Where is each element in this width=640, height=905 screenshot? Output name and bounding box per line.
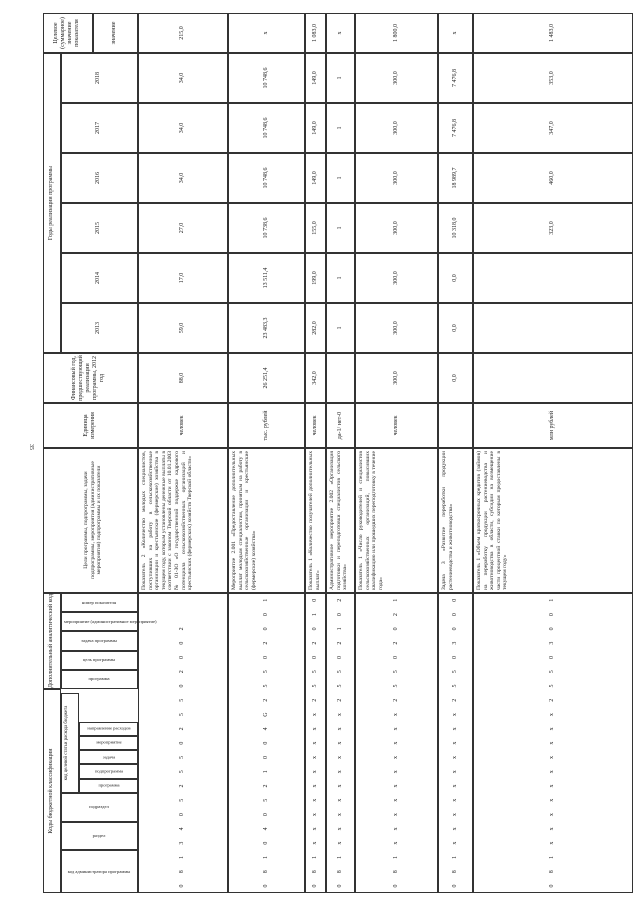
row-year-value: 300,0	[392, 121, 399, 135]
row-fin: 26 251,4	[262, 367, 269, 389]
code-digit: x	[336, 784, 343, 788]
code-digit: x	[311, 841, 318, 845]
code-digit: 0	[179, 813, 185, 817]
row-year-value: 300,0	[392, 71, 399, 85]
code-digit: x	[549, 741, 555, 745]
row-year-value: 149,0	[311, 71, 318, 85]
header-target-part-label: подпрограмма	[94, 768, 124, 774]
row-year-value: 300,0	[392, 321, 399, 335]
row-year-value: 353,0	[549, 71, 555, 85]
row-fin: 88,0	[179, 372, 185, 384]
header-year-label: 2014	[95, 272, 101, 284]
code-digit: 1	[392, 855, 399, 859]
code-digit: 0	[336, 655, 343, 659]
header-budget-class-label: Коды бюджетной классификации	[48, 748, 54, 834]
code-digit: x	[549, 713, 555, 717]
code-digit: 8	[179, 870, 185, 874]
code-digit: 4	[262, 827, 269, 831]
code-digit: 2	[179, 627, 185, 631]
header-add-part-label: цель программы	[82, 657, 116, 663]
code-digit: 2	[549, 698, 555, 702]
header-add-part-label: мероприятие (административное мероприятие)	[64, 618, 157, 624]
code-digit: x	[451, 841, 458, 845]
row-fin: 342,0	[311, 371, 318, 385]
code-digit: 0	[179, 884, 185, 888]
row-year-value: 10 748,6	[262, 67, 269, 89]
row-fin: 300,0	[392, 371, 399, 385]
header-year-label: 2016	[95, 172, 101, 184]
row-year-value: 282,0	[311, 321, 318, 335]
row-target: 1 800,0	[392, 24, 399, 42]
code-digit: x	[392, 784, 399, 788]
row-goal-text: Показатель 1 «Число руководителей и специалистов сельскохозяйственных организаций, повысивших квалификацию или прошедших переподготовку в течение года»	[358, 451, 384, 590]
code-digit: 2	[392, 698, 399, 702]
code-digit: 5	[262, 670, 269, 674]
row-target: х	[262, 31, 269, 35]
code-digit: 2	[336, 698, 343, 702]
code-digit: 2	[392, 613, 399, 617]
row-fin	[337, 353, 345, 403]
code-digit: 3	[549, 641, 555, 645]
code-digit: x	[451, 741, 458, 745]
code-digit: x	[549, 727, 555, 731]
code-digit: x	[336, 813, 343, 817]
code-digit: x	[549, 755, 555, 759]
row-year-value: 23 483,3	[262, 317, 269, 339]
header-value-label: значение	[111, 21, 117, 45]
row-fin: 0,0	[451, 374, 458, 382]
code-digit: x	[451, 813, 458, 817]
code-digit: 5	[311, 684, 318, 688]
code-digit: 0	[451, 655, 458, 659]
code-digit: 1	[262, 855, 269, 859]
row-year-value: 300,0	[392, 171, 399, 185]
code-digit: 5	[549, 670, 555, 674]
code-digit: x	[311, 827, 318, 831]
code-digit: 5	[336, 670, 343, 674]
code-digit: 8	[392, 870, 399, 874]
row-year-value: 18 989,7	[451, 167, 458, 189]
code-digit: 0	[179, 741, 185, 745]
code-digit: x	[392, 841, 399, 845]
code-digit: x	[549, 798, 555, 802]
code-digit: 0	[179, 684, 185, 688]
row-year-value: 13 511,4	[262, 267, 269, 289]
code-digit: 0	[451, 627, 458, 631]
code-digit: x	[392, 770, 399, 774]
code-digit: 2	[262, 641, 269, 645]
row-year-value: 1	[336, 126, 343, 130]
code-digit: x	[311, 770, 318, 774]
code-digit: 1	[262, 598, 269, 602]
row-target: х	[451, 31, 458, 35]
code-digit: 2	[179, 727, 185, 731]
code-digit: 0	[262, 884, 269, 888]
code-digit: x	[451, 727, 458, 731]
row-year-value: 34,0	[179, 172, 185, 184]
code-digit: 5	[179, 713, 185, 717]
row-target: 1 483,0	[549, 24, 555, 42]
row-year-value: 199,0	[311, 271, 318, 285]
row-unit: человек	[179, 415, 185, 436]
code-digit: x	[392, 813, 399, 817]
code-digit: 5	[451, 684, 458, 688]
code-digit: x	[336, 727, 343, 731]
row-year-value: 34,0	[179, 72, 185, 84]
code-digit: x	[336, 741, 343, 745]
code-digit: 5	[451, 670, 458, 674]
code-digit: 1	[311, 855, 318, 859]
row-unit	[452, 404, 460, 447]
header-razdel-label: раздел	[92, 832, 106, 838]
code-digit: x	[392, 827, 399, 831]
row-target: х	[336, 31, 343, 35]
row-year-value	[549, 303, 557, 353]
code-digit: 0	[311, 598, 318, 602]
row-unit: человек	[392, 415, 399, 436]
code-digit: 0	[549, 884, 555, 888]
code-digit: 0	[311, 655, 318, 659]
code-digit: 2	[179, 784, 185, 788]
code-digit: 1	[549, 855, 555, 859]
row-target: 1 083,0	[311, 24, 318, 42]
code-digit: 0	[311, 884, 318, 888]
code-digit: 5	[179, 755, 185, 759]
header-unit-label: Единица измерения	[83, 412, 96, 439]
code-digit: 1	[549, 598, 555, 602]
row-year-value: 149,0	[311, 121, 318, 135]
code-digit: 0	[179, 655, 185, 659]
row-unit: тыс. рублей	[262, 410, 269, 441]
code-digit: 4	[262, 727, 269, 731]
row-year-value: 0,0	[451, 274, 458, 282]
header-podrazdel-label: подраздел	[89, 804, 109, 810]
code-digit: 2	[392, 641, 399, 645]
row-year-value: 59,0	[179, 322, 185, 334]
code-digit: 5	[262, 684, 269, 688]
row-year-value: 300,0	[392, 271, 399, 285]
header-years-group-label: Годы реализации программы	[48, 165, 54, 241]
row-year-value: 323,0	[549, 221, 555, 235]
header-fin-year-label: Финансовый год, предшествующий реализации программы, 2012 год	[71, 355, 105, 401]
row-unit: да-1/ нет-0	[336, 411, 343, 440]
code-digit: 8	[262, 870, 269, 874]
header-add-code-label: Дополнительный аналитический код	[48, 593, 54, 689]
row-year-value: 7 476,8	[451, 119, 458, 137]
code-digit: x	[451, 784, 458, 788]
code-digit: 0	[262, 655, 269, 659]
row-goal-text: Показатель 1 «Объем краткосрочных кредитов (займов) на переработку продукции растениеводства и животноводства в области, субсидии на возмещение части процентной ставки по которым предоставлены в текущем году»	[476, 451, 509, 590]
code-digit: x	[336, 713, 343, 717]
row-year-value: 1	[336, 226, 343, 230]
code-digit: x	[392, 727, 399, 731]
code-digit: 1	[179, 855, 185, 859]
row-year-value: 7 476,8	[451, 69, 458, 87]
row-year-value: 300,0	[392, 221, 399, 235]
code-digit: x	[311, 741, 318, 745]
code-digit: x	[336, 841, 343, 845]
code-digit: 5	[179, 798, 185, 802]
header-add-part-label: задача программы	[81, 638, 117, 643]
code-digit: 0	[262, 741, 269, 745]
code-digit: 2	[451, 698, 458, 702]
code-digit: 5	[336, 684, 343, 688]
code-digit: 2	[311, 641, 318, 645]
code-digit: 3	[179, 841, 185, 845]
code-digit: 0	[451, 884, 458, 888]
code-digit: x	[336, 798, 343, 802]
code-digit: x	[451, 798, 458, 802]
code-digit: 8	[311, 870, 318, 874]
code-digit: 2	[179, 670, 185, 674]
code-digit: 5	[392, 670, 399, 674]
code-digit: 0	[549, 627, 555, 631]
code-digit: 8	[549, 870, 555, 874]
code-digit: 0	[549, 655, 555, 659]
code-digit: 5	[549, 684, 555, 688]
page-number: 35	[28, 444, 34, 450]
header-target-code-label: код целевой статьи расхода бюджета	[64, 705, 69, 781]
code-digit: 0	[336, 613, 343, 617]
code-digit: 0	[336, 884, 343, 888]
code-digit: 5	[311, 670, 318, 674]
header-year-label: 2013	[95, 322, 101, 334]
code-digit: x	[392, 755, 399, 759]
code-digit: 4	[179, 827, 185, 831]
row-year-value: 17,0	[179, 272, 185, 284]
code-digit: x	[392, 741, 399, 745]
row-target: 215,0	[179, 26, 185, 40]
code-digit: 0	[392, 655, 399, 659]
code-digit: 5	[392, 684, 399, 688]
row-unit: человек	[311, 415, 318, 436]
code-digit: G	[262, 712, 269, 717]
code-digit: x	[451, 770, 458, 774]
header-admin-code-label: код администратора программы	[67, 868, 131, 874]
code-digit: 2	[336, 598, 343, 602]
code-digit: x	[451, 755, 458, 759]
row-fin	[549, 353, 557, 403]
header-year-label: 2015	[95, 222, 101, 234]
row-year-value: 1	[336, 276, 343, 280]
code-digit: 1	[336, 855, 343, 859]
code-digit: x	[336, 827, 343, 831]
code-digit: x	[392, 713, 399, 717]
code-digit: x	[549, 841, 555, 845]
header-target-part-label: программа	[98, 782, 120, 788]
row-goal-text: Мероприятие 2.001 «Предоставление дополнительных выплат молодым специалистам, принятым на работу в сельскохозяйственные организации и крестьянские (фермерские) хозяйства»	[231, 451, 257, 590]
row-year-value: 460,0	[549, 171, 555, 185]
header-target-label: Целевое (суммарное) значение показателя	[53, 17, 80, 49]
header-goal-label: Цели программы, подпрограммы, задачи подпрограммы, мероприятия (административные мероприятия) подпрограммы и их показатели	[83, 461, 103, 579]
code-digit: 0	[549, 613, 555, 617]
code-digit: x	[451, 713, 458, 717]
code-digit: x	[336, 770, 343, 774]
code-digit: 0	[262, 627, 269, 631]
code-digit: 0	[451, 613, 458, 617]
code-digit: 0	[179, 641, 185, 645]
row-year-value: 10 318,0	[451, 217, 458, 239]
code-digit: 1	[451, 855, 458, 859]
row-year-value: 10 748,6	[262, 167, 269, 189]
code-digit: 0	[392, 627, 399, 631]
row-year-value: 0,0	[451, 324, 458, 332]
code-digit: 1	[392, 598, 399, 602]
code-digit: x	[392, 798, 399, 802]
code-digit: 5	[262, 798, 269, 802]
row-year-value: 1	[336, 76, 343, 80]
header-year-label: 2017	[95, 122, 101, 134]
code-digit: 2	[262, 698, 269, 702]
code-digit: 1	[262, 770, 269, 774]
code-digit: 8	[336, 870, 343, 874]
code-digit: 0	[262, 841, 269, 845]
header-add-part-label: номер показателя	[81, 599, 117, 605]
code-digit: 1	[336, 627, 343, 631]
code-digit: 2	[262, 784, 269, 788]
code-digit: 2	[311, 698, 318, 702]
code-digit: x	[549, 770, 555, 774]
row-year-value: 10 738,6	[262, 217, 269, 239]
code-digit: x	[336, 755, 343, 759]
code-digit: 0	[451, 598, 458, 602]
row-goal-text: Задача 3 «Развитие переработки продукции растениеводства и животноводства»	[441, 451, 454, 590]
row-year-value: 1	[336, 176, 343, 180]
header-target-part-label: мероприятие	[96, 740, 122, 745]
code-digit: x	[311, 798, 318, 802]
header-year-label: 2018	[95, 72, 101, 84]
row-year-value: 347,0	[549, 121, 555, 135]
row-year-value: 10 748,6	[262, 117, 269, 139]
row-goal-text: Административное мероприятие 2.002 «Организация подготовки и переподготовки специалистов сельского хозяйства»	[329, 451, 349, 590]
row-goal-text: Показатель 1 «Количество получателей дополнительных выплат»	[308, 451, 321, 590]
code-digit: 2	[336, 641, 343, 645]
code-digit: x	[549, 827, 555, 831]
rotated-table-sheet	[43, 13, 633, 893]
header-target-part-label: задача	[102, 754, 116, 760]
code-digit: x	[549, 784, 555, 788]
code-digit: x	[311, 755, 318, 759]
row-unit: млн рублей	[549, 410, 555, 441]
code-digit: x	[311, 784, 318, 788]
header-target-part-label: направление расходов	[87, 725, 131, 731]
code-digit: x	[311, 713, 318, 717]
program-table	[43, 13, 633, 893]
code-digit: 0	[262, 613, 269, 617]
row-year-value: 34,0	[179, 122, 185, 134]
code-digit: 0	[311, 627, 318, 631]
row-year-value: 1	[336, 326, 343, 330]
row-year-value	[549, 253, 557, 303]
code-digit: 5	[179, 698, 185, 702]
row-year-value: 27,0	[179, 222, 185, 234]
code-digit: 0	[262, 755, 269, 759]
code-digit: 1	[311, 613, 318, 617]
row-year-value: 155,0	[311, 221, 318, 235]
code-digit: 5	[179, 770, 185, 774]
code-digit: 3	[451, 641, 458, 645]
code-digit: 0	[262, 813, 269, 817]
code-digit: x	[549, 813, 555, 817]
row-goal-text: Показатель 2 «Количество молодых специалистов, поступивших на работу в сельскохозяйственные организации и крестьянские (фермерские) хозяйства в текущем году, которым установлены денежные выплаты в соответствии с законом Тверской области от 10.01.2003 № 01-ЗО «О государственной поддержке кадрового потенциала сельскохозяйственных организаций и крестьянских (фермерских) хозяйств Тверской области»	[141, 451, 194, 590]
header-add-part-label: программа	[88, 676, 110, 682]
row-year-value: 149,0	[311, 171, 318, 185]
code-digit: 0	[392, 884, 399, 888]
code-digit: x	[451, 827, 458, 831]
code-digit: 8	[451, 870, 458, 874]
code-digit: x	[311, 813, 318, 817]
code-digit: x	[311, 727, 318, 731]
